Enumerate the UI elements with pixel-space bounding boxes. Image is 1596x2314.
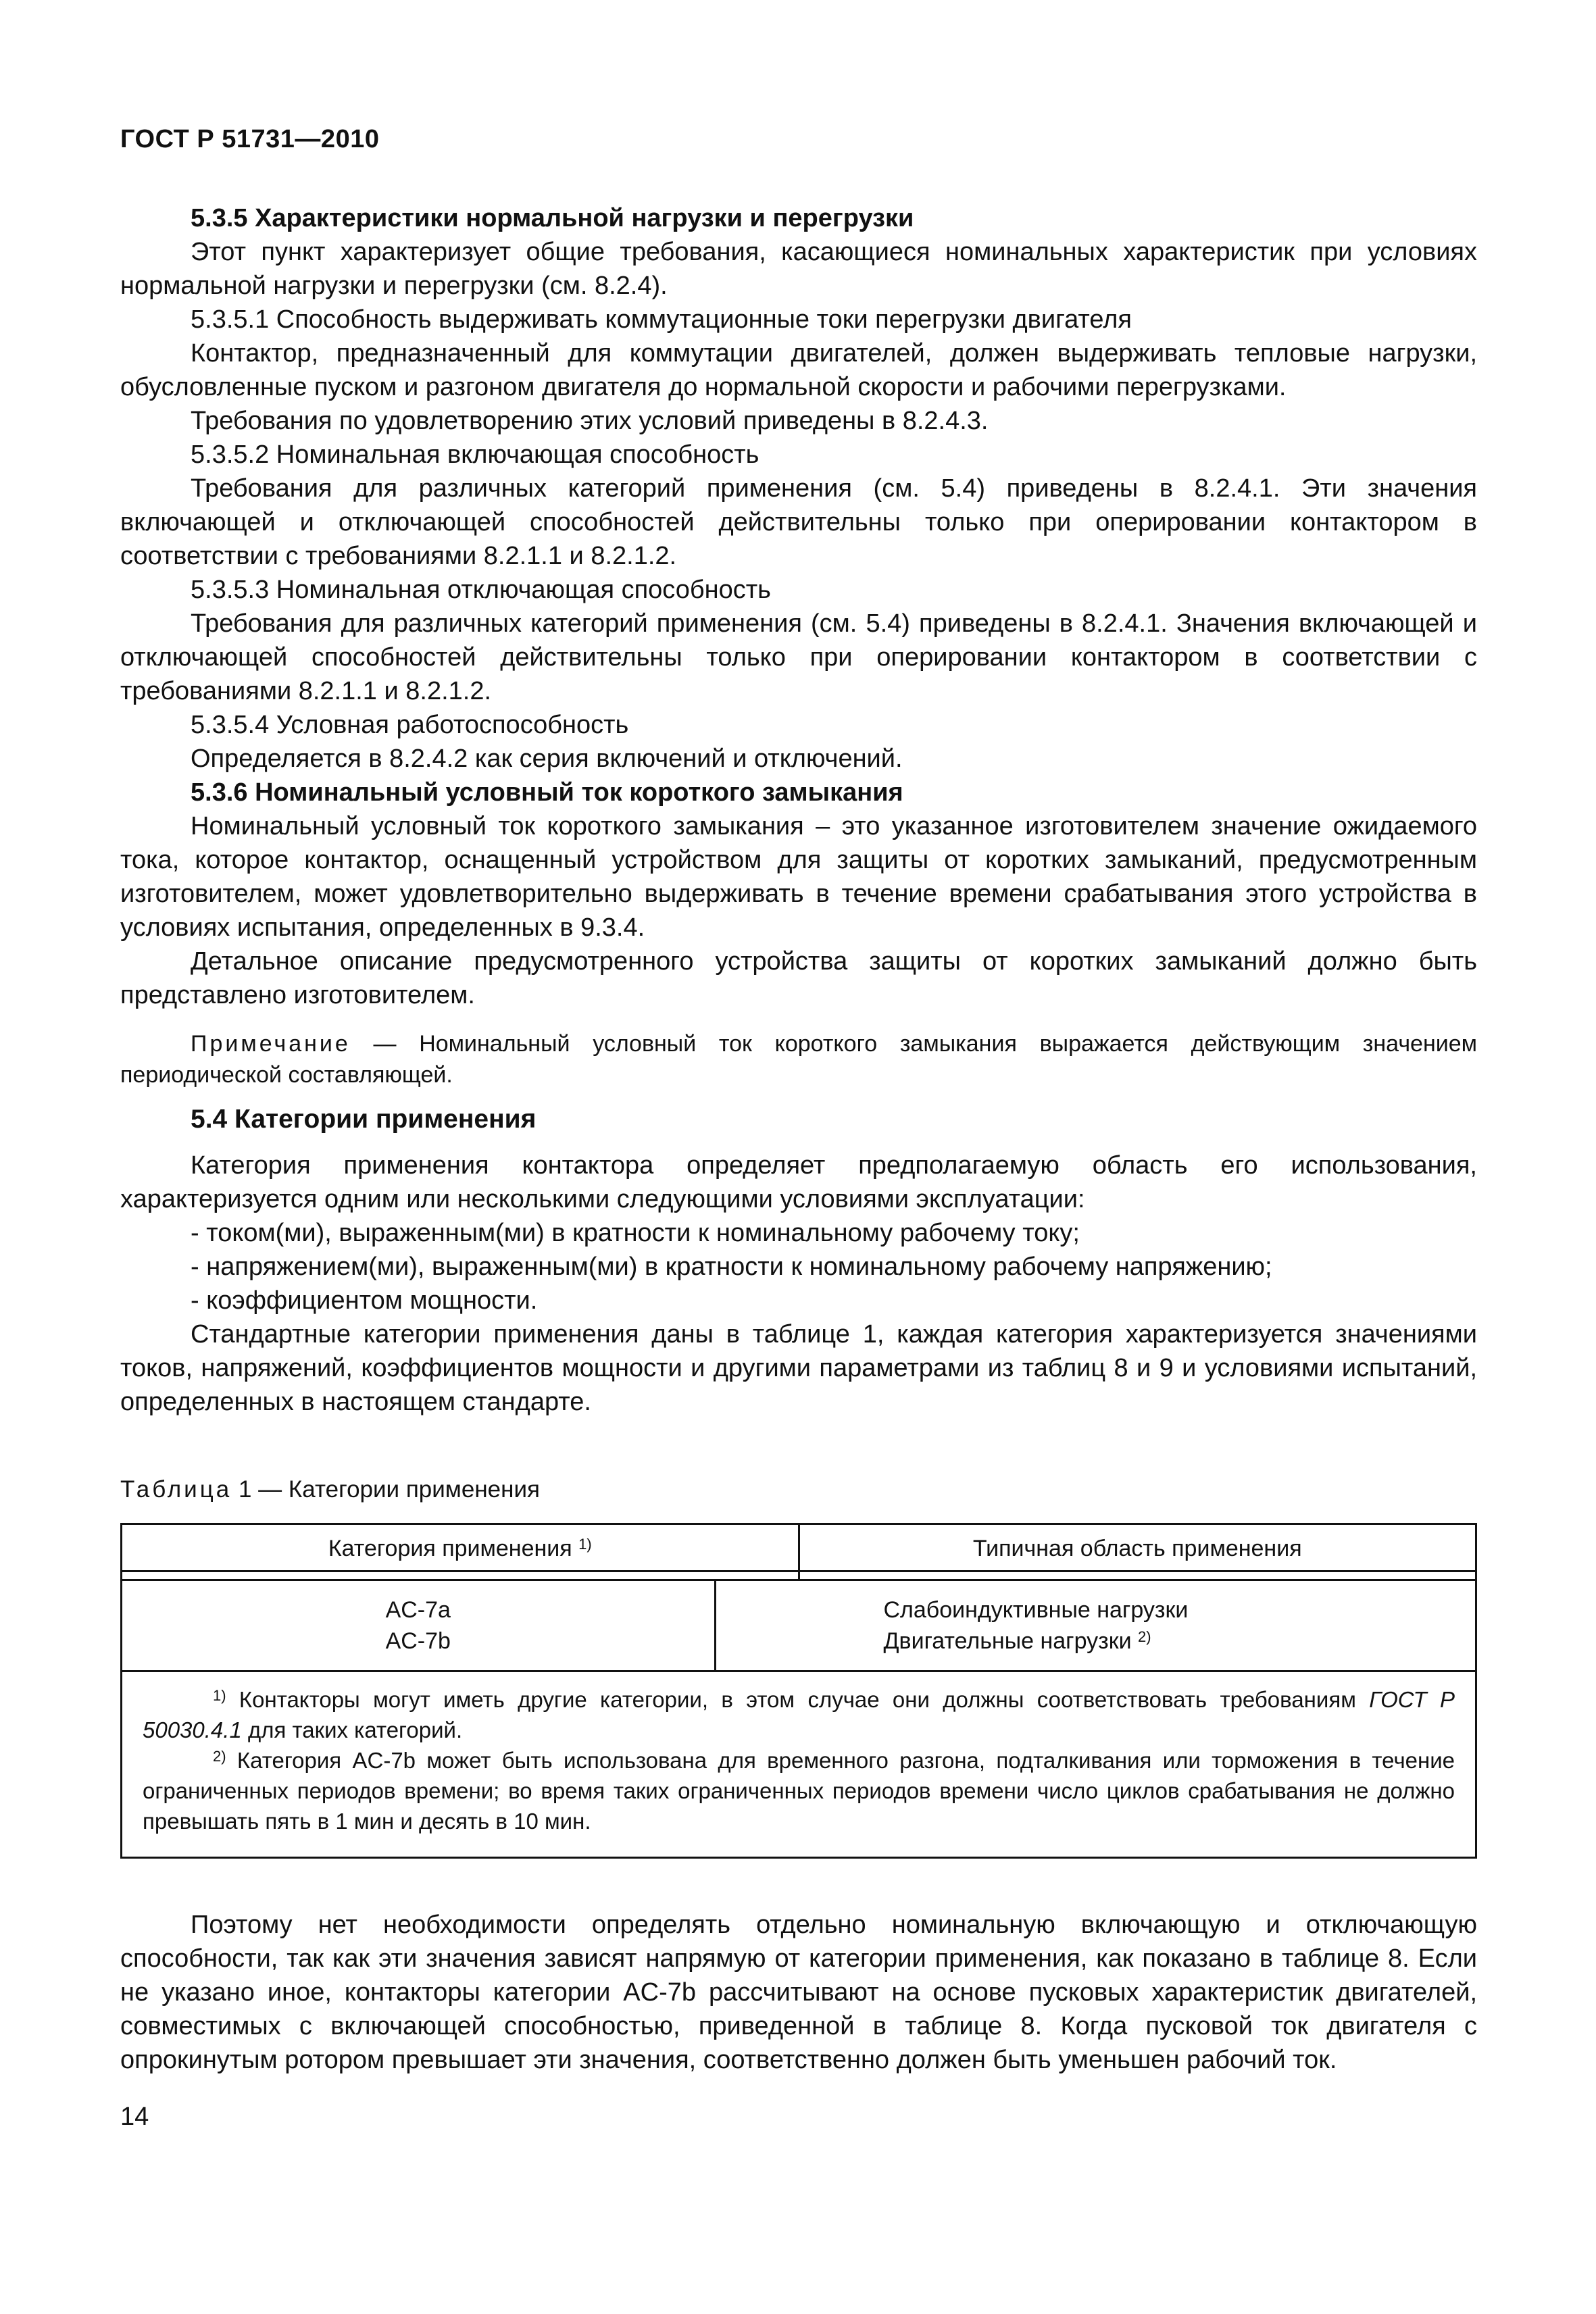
table-header-row [122, 1525, 1475, 1572]
section-5-4-text: Категория применения контактора определяет предполагаемую область его использования, характеризуется одним или несколькими следующими условиями эксплуатации: [120, 1151, 1477, 1213]
footnote-1 [143, 1684, 1455, 1745]
section-5-3-5-title: 5.3.5 Характеристики нормальной нагрузки и перегрузки [191, 204, 914, 232]
section-5-3-5-4-title: 5.3.5.4 Условная работоспособность [191, 711, 629, 739]
footnote-2-text: Категория AC-7b может быть использована для временного разгона, подталкивания или торможения в течение ограниченных периодов времени; во время таких ограниченных периодов времени число циклов срабатывания не должно превышать пять в 1 мин и десять в 10 мин. [143, 1748, 1455, 1834]
section-5-3-5-2-title: 5.3.5.2 Номинальная включающая способность [191, 441, 759, 469]
section-5-3-5-2-text: Требования для различных категорий применения (см. 5.4) приведены в 8.2.4.1. Эти значения включающей и отключающей способностей действительны только при оперировании контактором в соответствии с требованиями 8.2.1.1 и 8.2.1.2. [120, 474, 1477, 570]
section-5-3-5-1-text: Контактор, предназначенный для коммутации двигателей, должен выдерживать тепловые нагрузки, обусловленные пуском и разгоном двигателя до нормальной скорости и рабочими перегрузками. [120, 339, 1477, 401]
closing-paragraph: Поэтому нет необходимости определять отдельно номинальную включающую и отключающую способности, так как эти значения зависят напрямую от категории применения, как показано в таблице 8. Если не указано иное, контакторы категории AC-7b рассчитывают на основе пусковых характеристик двигателей, совместимых с включающей способностью, приведенной в таблице 8. Когда пусковой ток двигателя с опрокинутым ротором превышает эти значения, соответственно должен быть уменьшен рабочий ток. [120, 1911, 1477, 2074]
categories-table [120, 1523, 1477, 1859]
section-5-3-5-text: Этот пункт характеризует общие требования, касающиеся номинальных характеристик при условиях нормальной нагрузки и перегрузки (см. 8.2.4). [120, 238, 1477, 300]
table-row [122, 1581, 1475, 1672]
table-cell-categories [122, 1581, 716, 1670]
note-block [120, 1028, 1477, 1090]
table-header-cell [122, 1525, 800, 1572]
section-5-3-5-3-text: Требования для различных категорий применения (см. 5.4) приведены в 8.2.4.1. Значения включающей и отключающей способностей действительны только при оперировании контактором в соответствии с требованиями 8.2.1.1 и 8.2.1.2. [120, 609, 1477, 705]
section-5-4-list-item: - коэффициентом мощности. [191, 1286, 538, 1315]
document-id: ГОСТ Р 51731—2010 [120, 125, 380, 153]
section-5-3-5-4-text: Определяется в 8.2.4.2 как серия включений и отключений. [191, 745, 903, 773]
area-ac7b: Двигательные нагрузки [883, 1628, 1132, 1654]
table-footnotes [122, 1672, 1475, 1857]
area-ac7b-line [884, 1626, 1476, 1657]
section-5-3-5-3-title: 5.3.5.3 Номинальная отключающая способность [191, 576, 771, 604]
table-cell-areas [716, 1581, 1476, 1670]
footnote-ref: 1) [578, 1536, 592, 1553]
section-5-4-list-item: - напряжением(ми), выраженным(ми) в кратности к номинальному рабочему напряжению; [191, 1253, 1272, 1281]
closing-block [120, 1908, 1477, 2077]
note-label: Примечание [191, 1031, 351, 1057]
footnote-1-text: Контакторы могут иметь другие категории, в этом случае они должны соответствовать требованиям [239, 1687, 1356, 1712]
section-5-4-title: 5.4 Категории применения [191, 1105, 537, 1134]
note-text: — Номинальный условный ток короткого замыкания выражается действующим значением периодической составляющей. [120, 1031, 1478, 1088]
page-number: 14 [120, 2103, 149, 2131]
table-caption-text: 1 — Категории применения [238, 1476, 540, 1503]
footnote-1-text-end: для таких категорий. [247, 1717, 463, 1742]
section-5-4-list-item: - током(ми), выраженным(ми) в кратности к номинальному рабочему току; [191, 1219, 1080, 1247]
footnote-1-reference: ГОСТ Р 50030.4.1 [143, 1687, 1455, 1742]
header-area: Типичная область применения [972, 1536, 1302, 1561]
footnote-mark: 1) [213, 1687, 226, 1704]
section-5-3-6-text: Номинальный условный ток короткого замыкания – это указанное изготовителем значение ожидаемого тока, которое контактор, оснащенный устройством для защиты от коротких замыканий, предусмотренным изготовителем, может удовлетворительно выдерживать в течение времени срабатывания этого устройства в условиях испытания, определенных в 9.3.4. [120, 812, 1477, 942]
section-5-3-6-title: 5.3.6 Номинальный условный ток короткого замыкания [191, 778, 903, 807]
note-paragraph [120, 1028, 1477, 1090]
table-header-spacer [122, 1572, 1475, 1581]
table-caption [120, 1474, 540, 1505]
section-5-3-6-text-2: Детальное описание предусмотренного устройства защиты от коротких замыканий должно быть представлено изготовителем. [120, 947, 1477, 1009]
category-ac7a: AC-7a [385, 1597, 451, 1623]
table-caption-label: Таблица [120, 1476, 232, 1503]
footnote-mark: 2) [213, 1748, 226, 1765]
area-ac7a: Слабоиндуктивные нагрузки [883, 1597, 1189, 1623]
footnote-2 [143, 1745, 1455, 1836]
category-ac7b: AC-7b [385, 1628, 451, 1654]
section-5-3-5-block [120, 201, 1477, 1012]
footnote-ref: 2) [1138, 1628, 1151, 1645]
table-header-cell [800, 1525, 1476, 1572]
section-5-3-5-1-title: 5.3.5.1 Способность выдерживать коммутационные токи перегрузки двигателя [191, 305, 1132, 334]
section-5-4-block [120, 1103, 1477, 1419]
section-5-4-text-2: Стандартные категории применения даны в таблице 1, каждая категория характеризуется значениями токов, напряжений, коэффициентов мощности и другими параметрами из таблиц 8 и 9 и условиями испытаний, определенных в настоящем стандарте. [120, 1320, 1477, 1416]
header-category: Категория применения [328, 1536, 572, 1561]
section-5-3-5-1-text-2: Требования по удовлетворению этих условий приведены в 8.2.4.3. [191, 407, 989, 435]
